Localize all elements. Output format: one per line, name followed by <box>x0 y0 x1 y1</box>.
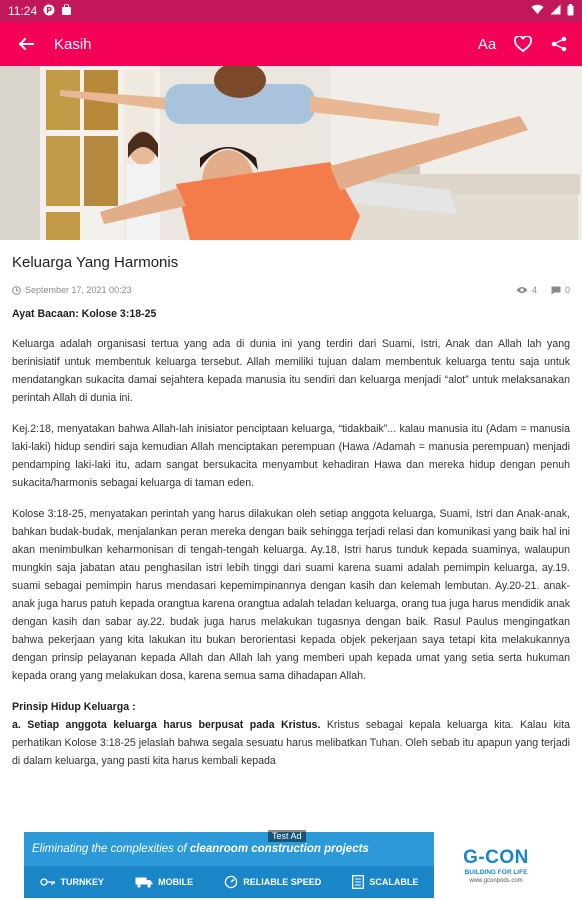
ad-features <box>24 866 434 898</box>
text-size-button[interactable] <box>476 33 498 55</box>
status-time: 11:24 <box>8 4 38 18</box>
bible-reading: Ayat Bacaan: Kolose 3:18-25 <box>12 308 157 320</box>
ad-headline-bold: cleanroom construction projects <box>189 843 369 855</box>
article-date <box>12 285 132 295</box>
ad-headline <box>24 832 434 866</box>
share-icon <box>551 36 567 52</box>
favorite-button[interactable] <box>512 33 534 55</box>
notification-p-icon <box>43 4 55 19</box>
point-text: Kristus sebagai kepala keluarga kita. Kalau kita perhatikan Kolose 3:18-25 jelaslah bahwa segala sesuatu harus melibatkan Tuhan. Oleh sebab itu apapun yang terjadi di dalam keluarga, yang pasti kita harus kembali kepada <box>12 719 570 767</box>
article-paragraph: Kej.2:18, menyatakan bahwa Allah-lah inisiator penciptaan keluarga, “tidakbaik”... kalau manusia itu (Adam = manusia laki-laki) hidup sendiri saja kemudian Allah menciptakan perempuan (Hawa /Adamah = manusia perempuan) menjadi pendamping laki-laki itu, adam sangat bersukacita menyambut kehadiran Hawa dan mereka hidup dengan penuh sukacita/harmonis sebagai keluarga di taman eden. <box>12 423 570 489</box>
ad-area <box>0 830 582 900</box>
article-date-text: September 17, 2021 00:23 <box>25 285 132 295</box>
battery-icon <box>567 4 574 19</box>
heart-icon <box>514 36 532 52</box>
svg-text:P: P <box>46 5 53 15</box>
ad-feature: TURNKEY <box>40 876 105 888</box>
ad-brand: G-CON <box>463 846 529 868</box>
views-count-text: 4 <box>531 285 537 295</box>
views-count <box>516 285 537 295</box>
truck-icon <box>135 876 153 888</box>
article-paragraph: Keluarga adalah organisasi tertua yang ada di dunia ini yang terdiri dari Suami, Istri, Anak dan Allah lah yang berinisiatif untuk membentuk keluarga tersebut. Allah memiliki tujuan dalam membentuk keluarga tentu saja untuk mendatangkan sukacita damai sejahtera kepada manusia itu sendiri dan keluarga menjadi “alot” untuk melaksanakan perintah Allah di dunia ini. <box>12 338 570 404</box>
ad-feature: MOBILE <box>135 876 193 888</box>
test-ad-label: Test Ad <box>268 830 306 842</box>
text-size-icon: Aa <box>477 35 497 53</box>
ad-feature: RELIABLE SPEED <box>224 875 321 889</box>
eye-icon <box>516 286 528 294</box>
article-hero-image <box>0 66 582 240</box>
arrow-left-icon <box>18 36 34 52</box>
section-heading: Prinsip Hidup Keluarga : <box>12 701 136 713</box>
ad-headline-text: Eliminating the complexities of <box>32 843 187 855</box>
article-paragraph <box>12 716 570 770</box>
point-heading: a. Setiap anggota keluarga harus berpusat pada Kristus. <box>12 719 321 731</box>
signal-icon <box>550 4 561 18</box>
article-paragraph: Kolose 3:18-25, menyatakan perintah yang harus dilakukan oleh setiap anggota keluarga, Suami, Istri dan Anak-anak, bahkan budak-budak, menjalankan peran mereka dengan baik sehingga terjadi relasi dan komunikasi yang baik hal ini akan menimbulkan keharmonisan di tengah-tengah keluarga. Ay.18, Istri harus tunduk kepada suaminya, walaupun mungkin saja jabatan atau penghasilan istri lebih tinggi dari suami karena suami adalah pemimpin keluarga, ay.19. suami sebagai pemimpin harus mendasari kepemimpinannya dengan kasih dan kelemah lembutan. Ay.20-21. anak-anak juga harus patuh kepada orangtua karena orangtua adalah teladan keluarga, orang tua juga harus mendidik anak dengan kasih dan sabar ay.22. budak juga harus melakukan tugasnya dengan baik. Rasul Paulus mengingatkan bahwa pekerjaan yang kita lakukan itu bukan berorientasi kepada objek pekerjaan saya tetapi kita melakukannya dengan prinsip pelayanan kepada Allah dan Allah lah yang memberi upah kepada umat yang setia serta hukuman kepada orang yang melakukan dosa, karena semua sama dihadapan Allah. <box>12 508 570 682</box>
clock-icon <box>12 286 21 295</box>
article-meta <box>12 285 570 295</box>
article-content <box>0 240 582 830</box>
speed-icon <box>224 875 238 889</box>
ad-url: www.gconpods.com <box>469 877 523 884</box>
app-bar-title: Kasih <box>54 35 92 53</box>
share-button[interactable] <box>548 33 570 55</box>
status-bar <box>0 0 582 22</box>
back-button[interactable] <box>12 30 40 58</box>
scalable-icon <box>352 875 364 889</box>
ad-feature: SCALABLE <box>352 875 418 889</box>
comments-count-text: 0 <box>564 285 570 295</box>
comment-icon <box>551 286 561 295</box>
turnkey-icon <box>40 876 56 888</box>
app-bar <box>0 22 582 66</box>
comments-count[interactable] <box>551 285 570 295</box>
notification-bag-icon <box>61 4 72 19</box>
ad-brand-tag: BUILDING FOR LIFE <box>464 868 528 876</box>
wifi-icon <box>531 4 544 18</box>
article-title: Keluarga Yang Harmonis <box>12 254 179 271</box>
ad-logo <box>434 832 558 898</box>
article-body <box>12 305 570 770</box>
